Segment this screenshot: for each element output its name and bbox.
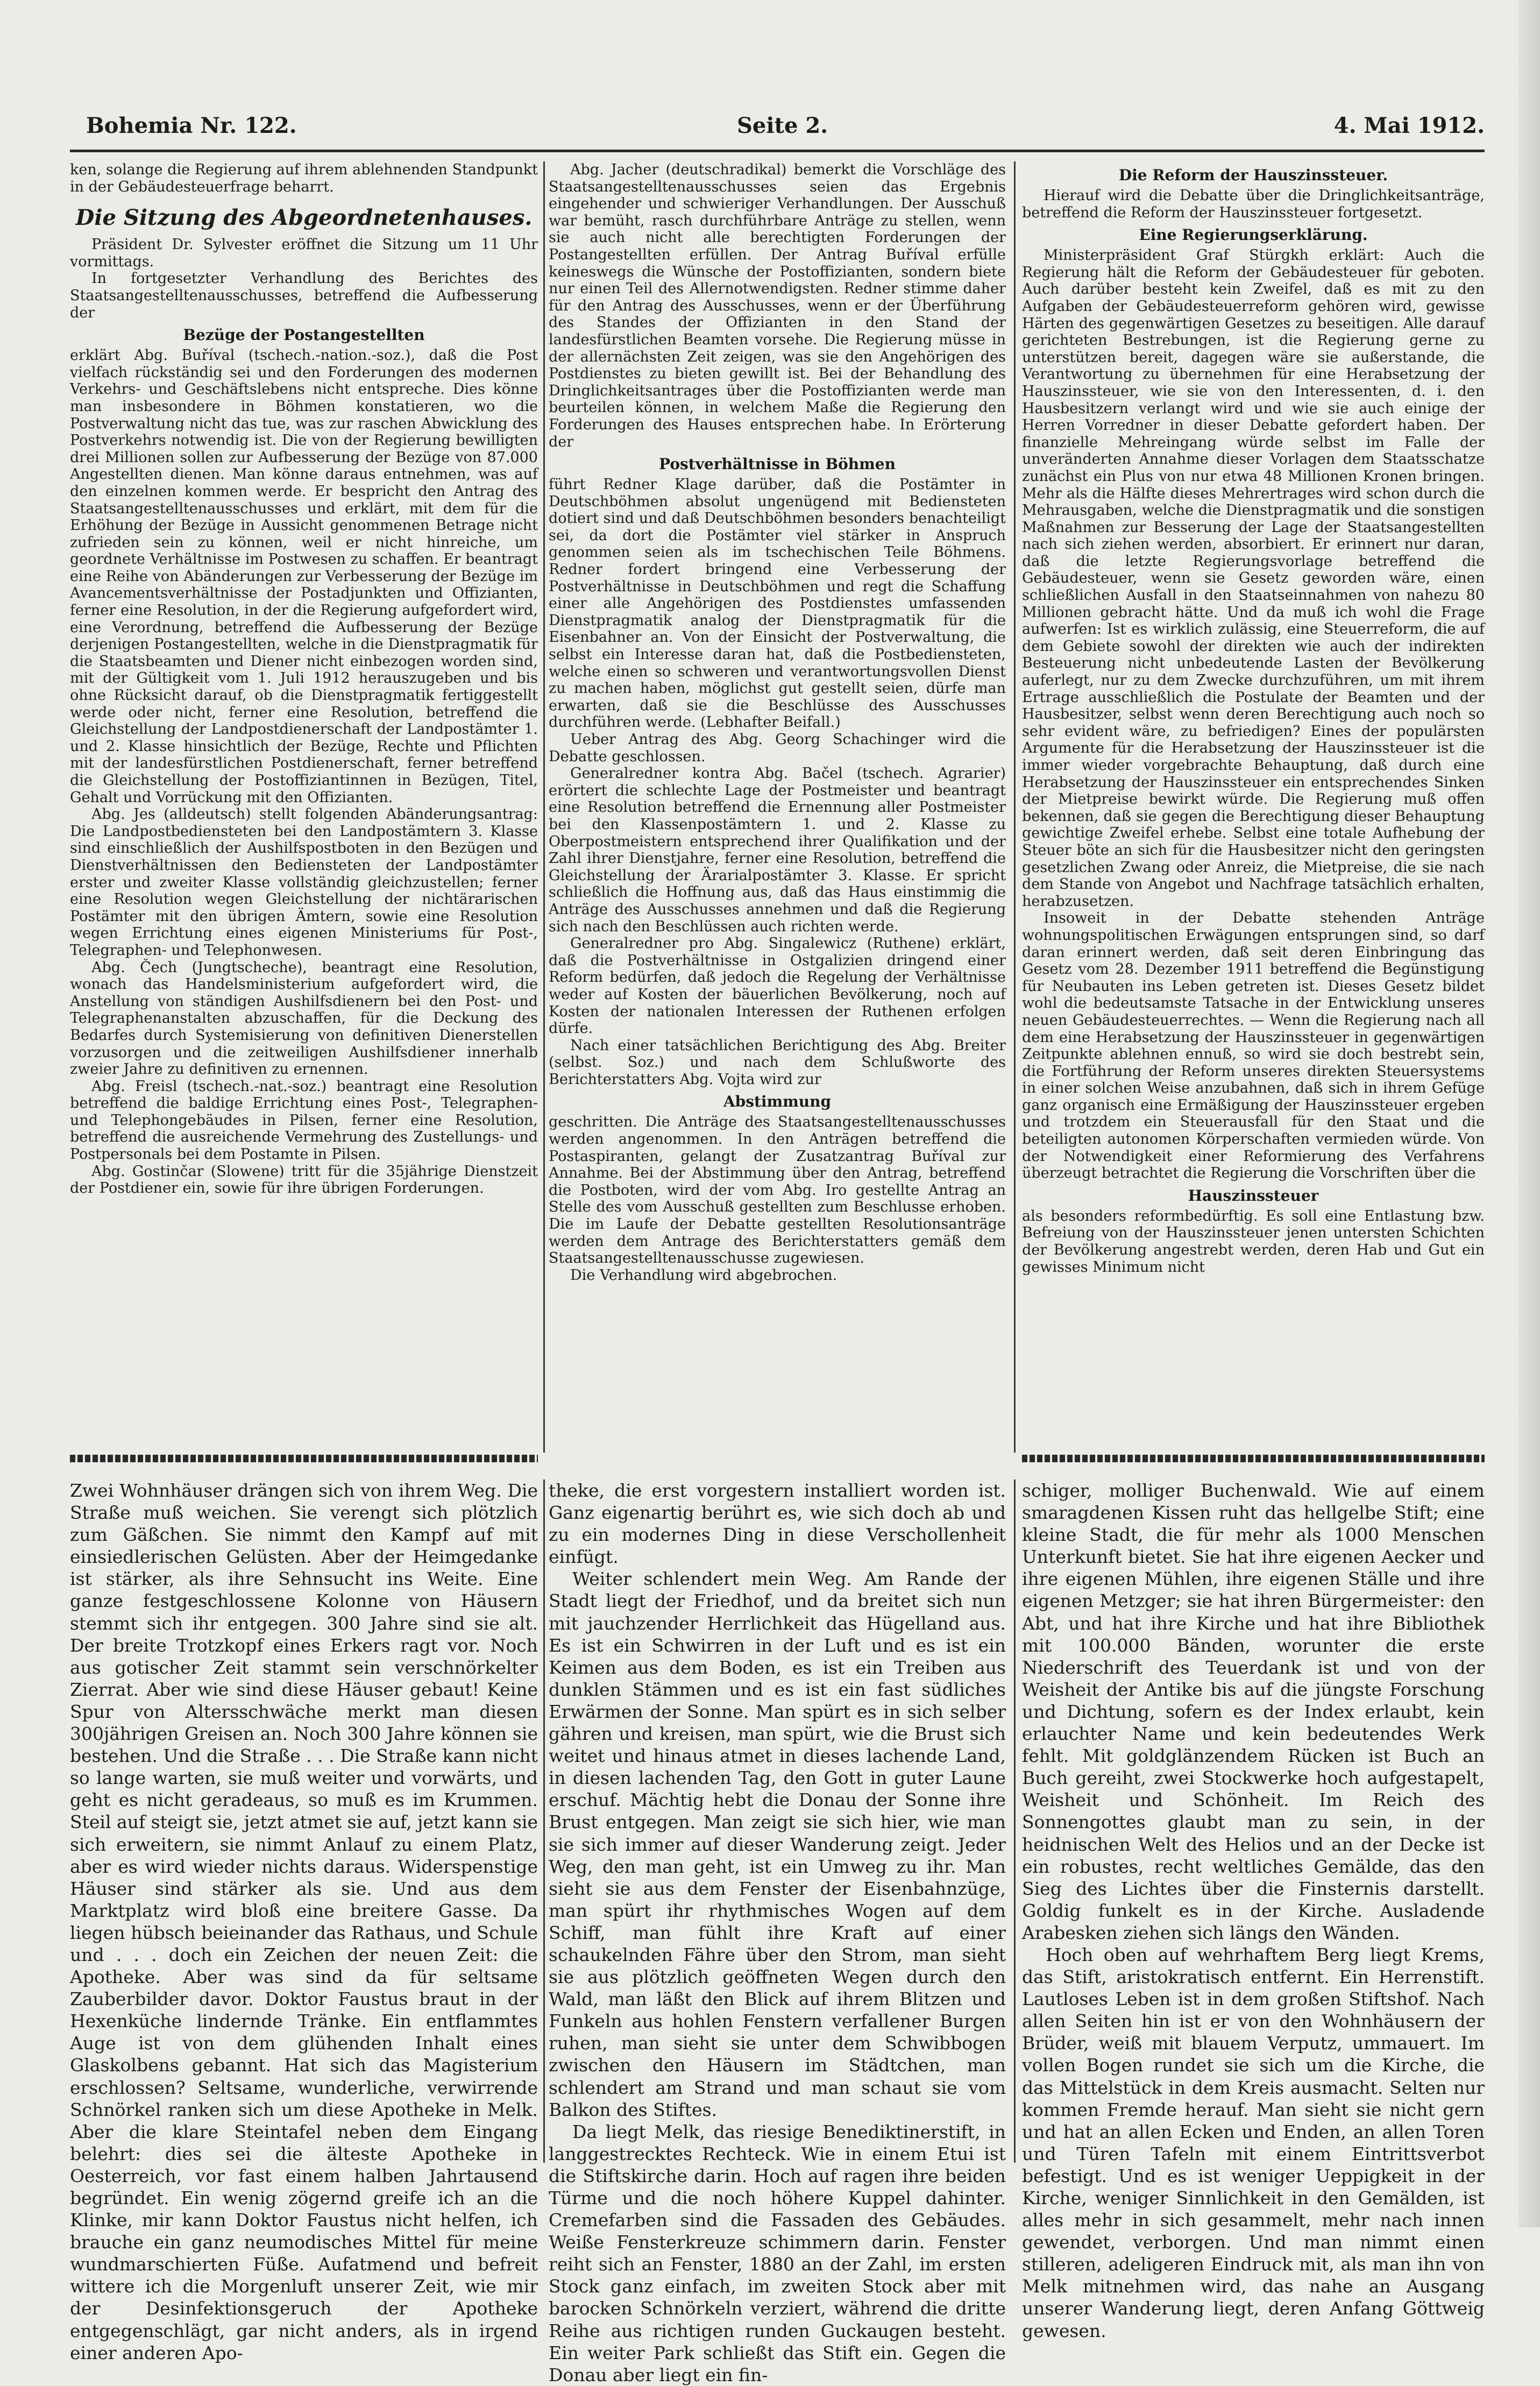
subheading-house-tax: Hauszinssteuer	[1188, 1186, 1319, 1205]
column-divider	[543, 1479, 545, 2163]
subheading-tax-reform: Die Reform der Hauszinssteuer.	[1118, 166, 1388, 184]
paragraph: erklärt Abg. Buříval (tschech.-nation.-soz.), daß die Post vielfach rückständig sei und den Forderungen des modernen Verkehrs- und Geschäftslebens nicht entspreche. Dies könne man insbesondere in Böhmen konstatieren, wo die Postverwaltung nicht das tue, was zur raschen Abwicklung des Postverkehrs notwendig ist. Die von der Regierung bewilligten drei Millionen sollen zur Aufbesserung der Bezüge von 87.000 Angestellten dienen. Man könne daraus entnehmen, was auf den einzelnen kommen werde. Er bespricht den Antrag des Staatsangestelltenausschusses und erklärt, mit dem für die Erhöhung der Bezüge in Aussicht genommenen Betrage nicht zufrieden sein zu können, weil er nicht hinreiche, um geordnete Verhältnisse im Postwesen zu schaffen. Er beantragt eine Reihe von Abänderungen zur Verbesserung der Bezüge im Avancementsverhältnisse der Postadjunkten und Offizianten, ferner eine Resolution, in der die Regierung aufgefordert wird, eine Verordnung, betreffend die Aufbesserung der Bezüge derjenigen Postangestellten, welche in die Dienstpragmatik für die Staatsbeamten und Diener nicht einbezogen worden sind, mit der Gültigkeit vom 1. Juli 1912 herauszugeben und bis ohne Rücksicht darauf, ob die Dienstpragmatik fertiggestellt werde oder nicht, ferner eine Resolution, betreffend die Gleichstellung der Landpostdienerschaft der Landpostämter 1. und 2. Klasse hinsichtlich der Bezüge, Rechte und Pflichten mit der landesfürstlichen Postdienerschaft, ferner betreffend die Gleichstellung der Postoffiziantinnen in Bezügen, Titel, Gehalt und Vorrückung mit den Offizianten.	[70, 347, 538, 806]
paragraph: Generalredner pro Abg. Singalewicz (Ruthene) erklärt, daß die Postverhältnisse in Ostgalizien dringend einer Reform bedürfen, daß jedoch die Regelung der Verhältnisse weder auf Kosten der bäuerlichen Bevölkerung, noch auf Kosten der nationalen Interessen der Ruthenen erfolgen dürfe.	[549, 935, 1006, 1037]
feuilleton-paragraph: Weiter schlendert mein Weg. Am Rande der Stadt liegt der Friedhof, und da breitet sich nun mit jauchzender Herrlichkeit das Hügelland aus. Es ist ein Schwirren in der Luft und es ist ein Keimen aus dem Boden, es ist ein Treiben aus dunklen Stämmen und es ist ein fast südliches Erwärmen der Sonne. Man spürt es in sich selber gähren und kreisen, man spürt, wie die Brust sich weitet und hinaus atmet in dieses lachende Land, in diesen lachenden Tag, den Gott in guter Laune erschuf. Mächtig hebt die Donau der Sonne ihre Brust entgegen. Man zeigt sie sich hier, wie man sie sich immer auf dieser Wanderung zeigt. Jeder Weg, den man geht, ist ein Umweg zu ihr. Man sieht sie aus dem Fenster der Eisenbahnzüge, man spürt ihr rhythmisches Wogen auf dem Schiff, man fühlt ihre Kraft auf einer schaukelnden Fähre über den Strom, man sieht sie aus plötzlich geöffneten Wegen durch den Wald, man läßt den Blick auf ihrem Blitzen und Funkeln aus hohlen Fenstern verfallener Burgen ruhen, man sieht sie unter dem Schwibbogen zwischen den Häusern im Städtchen, man schlendert am Strand und man schaut sie vom Balkon des Stiftes.	[549, 1568, 1006, 2120]
newspaper-page	[70, 102, 1485, 2385]
column-divider	[543, 161, 545, 1453]
column-3	[1022, 161, 1485, 1453]
paragraph: Generalredner kontra Abg. Bačel (tschech. Agrarier) erörtert die schlechte Lage der Postmeister und beantragt eine Resolution betreffend die Ernennung aller Postmeister bei den Klassenpostämtern 1. und 2. Klasse zu Oberpostmeistern entsprechend ihrer Qualifikation und der Zahl ihrer Dienstjahre, ferner eine Resolution, betreffend die Gleichstellung der Ärarialpostämter 3. Klasse. Er spricht schließlich die Hoffnung aus, daß das Haus einstimmig die Anträge des Ausschusses annehmen und daß die Regierung sich nach den Beschlüssen auch richten werde.	[549, 765, 1006, 935]
subheading-government-statement: Eine Regierungserklärung.	[1139, 226, 1368, 244]
masthead-date: 4. Mai 1912.	[1333, 113, 1485, 138]
paragraph: Hierauf wird die Debatte über die Dringlichkeitsanträge, betreffend die Reform der Hauszinssteuer fortgesetzt.	[1022, 187, 1485, 221]
feuilleton-paragraph: schiger, molliger Buchenwald. Wie auf einem smaragdenen Kissen ruht das hellgelbe Stift; eine kleine Stadt, die für mehr als 1000 Menschen Unterkunft bietet. Sie hat ihre eigenen Aecker und ihre eigenen Mühlen, ihre eigenen Ställe und ihre eigenen Metzger; sie hat ihren Bürgermeister: den Abt, und hat ihre Kirche und hat ihre Bibliothek mit 100.000 Bänden, worunter die erste Niederschrift des Teuerdank ist und von der Weisheit der Antike bis auf die jüngste Forschung und Dichtung, sofern es der Index erlaubt, kein erlauchter Name und kein bedeutendes Werk fehlt. Mit goldglänzendem Rücken ist Buch an Buch gereiht, zwei Stockwerke hoch aufgestapelt, Weisheit und Schönheit. Im Reich des Sonnengottes glaubt man zu sein, in der heidnischen Welt des Helios und an der Decke ist ein robustes, recht weltliches Gemälde, das den Sieg des Lichtes über die Finsternis darstellt. Goldig funkelt es in der Kirche. Ausladende Arabesken ziehen sich längs den Wänden.	[1022, 1480, 1485, 1943]
feuilleton-separator	[70, 1453, 1485, 1469]
paragraph: Abg. Jacher (deutschradikal) bemerkt die Vorschläge des Staatsangestelltenausschusses seien das Ergebnis eingehender und schwieriger Verhandlungen. Der Ausschuß war bemüht, rasch durchführbare Anträge zu stellen, wenn sie auch nicht alle berechtigten Forderungen der Postangestellten erfüllen. Der Antrag Buříval erfülle keineswegs die Wünsche der Postoffizianten, sondern biete nur einen Teil des Allernotwendigsten. Redner stimme daher für den Antrag des Ausschusses, wenn er der Überführung des Standes der Offizianten in den Stand der landesfürstlichen Beamten vorsehe. Die Regierung müsse in der allernächsten Zeit zeigen, was sie den Angehörigen des Postdienstes zu bieten gewillt ist. Bei der Behandlung des Dringlichkeitsantrages über die Postoffizianten werde man beurteilen können, in welchem Maße die Regierung den Forderungen des Hauses entsprechen habe. In Erörterung der	[549, 161, 1006, 450]
masthead-rule	[70, 150, 1485, 152]
column-1	[70, 161, 538, 1453]
page-edge-shadow	[1518, 0, 1540, 2227]
feuilleton-column-2	[549, 1479, 1006, 2385]
masthead	[70, 102, 1485, 145]
separator-rule-left	[70, 1455, 538, 1462]
paragraph: Die Verhandlung wird abgebrochen.	[570, 1266, 838, 1284]
masthead-page-number: Seite 2.	[737, 113, 828, 138]
paragraph: Abg. Freisl (tschech.-nat.-soz.) beantragt eine Resolution betreffend die baldige Errichtung eines Post-, Telegraphen- und Telephongebäudes in Pilsen, ferner eine Resolution, betreffend die ausreichende Vermehrung des Zustellungs- und Postpersonals bei dem Postamte in Pilsen.	[70, 1078, 538, 1163]
paragraph: Abg. Jes (alldeutsch) stellt folgenden Abänderungsantrag: Die Landpostbediensteten bei den Landpostämtern 3. Klasse sind einschließlich der Aushilfspostboten in den Bezügen und Dienstverhältnissen den Bediensteten der Landpostämter erster und zweiter Klasse vollständig gleichzustellen; ferner eine Resolution wegen Gleichstellung der nichtärarischen Postämter mit den übrigen Ämtern, sowie eine Resolution wegen Errichtung eines eigenen Ministeriums für Post-, Telegraphen- und Telephonwesen.	[70, 806, 538, 959]
paragraph: führt Redner Klage darüber, daß die Postämter in Deutschböhmen absolut ungenügend mit Bediensteten dotiert sind und daß Deutschböhmen besonders benachteiligt sei, da dort die Postämter viel stärker in Anspruch genommen seien als im tschechischen Teile Böhmens. Redner fordert bringend eine Verbesserung der Postverhältnisse in Deutschböhmen und regt die Schaffung einer alle Angehörigen des Postdienstes umfassenden Dienstpragmatik analog der Dienstpragmatik für die Eisenbahner an. Von der Einsicht der Postverwaltung, die selbst ein Interesse daran hat, daß die Postbediensteten, welche einen so schweren und verantwortungsvollen Dienst zu machen haben, möglichst gut gestellt seien, dürfe man erwarten, daß sie die Beschlüsse des Ausschusses durchführen werde. (Lebhafter Beifall.)	[549, 476, 1006, 731]
column-1-intro: ken, solange die Regierung auf ihrem ablehnenden Standpunkt in der Gebäudesteuerfrage beharrt.	[70, 161, 538, 195]
column-2	[549, 161, 1006, 1453]
paragraph: Insoweit in der Debatte stehenden Anträge wohnungspolitischen Erwägungen entsprungen sind, so darf daran erinnert werden, daß seit deren Einbringung das Gesetz vom 28. Dezember 1911 betreffend die Begünstigung für Neubauten ins Leben getreten ist. Dieses Gesetz bildet wohl die bedeutsamste Tatsache in der Entwicklung unseres neuen Gebäudesteuerrechtes. — Wenn die Regierung nach all dem eine Herabsetzung der Hauszinssteuer in gegenwärtigen Zeitpunkte ablehnen ennuß, so wird sie doch bestrebt sein, die Fortführung der Reform unseres direkten Steuersystems in einer solchen Weise anzubahnen, daß sich in ihrem Gefüge ganz organisch eine Ermäßigung der Hauszinssteuer ergeben und trotzdem ein Steuerausfall für den Staat und die beteiligten autonomen Körperschaften vermieden würde. Von der Notwendigkeit einer Reformierung des Verfahrens überzeugt betrachtet die Regierung die Vorschriften über die	[1022, 910, 1485, 1182]
paragraph: In fortgesetzter Verhandlung des Berichtes des Staatsangestelltenausschusses, betreffend die Aufbesserung der	[70, 270, 538, 321]
feuilleton-column-3	[1022, 1479, 1485, 2341]
paragraph: Abg. Gostinčar (Slowene) tritt für die 35jährige Dienstzeit der Postdiener ein, sowie für ihre übrigen Forderungen.	[70, 1163, 538, 1197]
column-divider	[1014, 161, 1016, 1453]
paragraph: geschritten. Die Anträge des Staatsangestelltenausschusses werden angenommen. In den Anträgen betreffend die Postaspiranten, gelangt der Zusatzantrag Buříval zur Annahme. Bei der Abstimmung über den Antrag, betreffend die Postboten, wird der vom Abg. Iro gestellte Antrag an Stelle des vom Ausschuß gestellten zum Beschlusse erhoben. Die im Laufe der Debatte gestellten Resolutionsanträge werden dem Antrage des Berichterstatters gemäß dem Staatsangestelltenausschusse zugewiesen.	[549, 1114, 1006, 1267]
subheading-postal-salaries: Bezüge der Postangestellten	[183, 326, 425, 344]
paragraph: Ueber Antrag des Abg. Georg Schachinger wird die Debatte geschlossen.	[549, 731, 1006, 765]
paragraph: Nach einer tatsächlichen Berichtigung des Abg. Breiter (selbst. Soz.) und nach dem Schlußworte des Berichterstatters Abg. Vojta wird zur	[549, 1037, 1006, 1088]
feuilleton-paragraph: theke, die erst vorgestern installiert worden ist. Ganz eigenartig berührt es, wie sich doch ab und zu ein modernes Ding in diese Verschollenheit einfügt.	[549, 1480, 1006, 1568]
feuilleton-paragraph: Da liegt Melk, das riesige Benediktinerstift, in langgestrecktes Rechteck. Wie in einem Etui ist die Stiftskirche darin. Hoch auf ragen ihre beiden Türme und die noch höhere Kuppel dahinter. Cremefarben sind die Fassaden des Gebäudes. Weiße Fensterkreuze schimmern darin. Fenster reiht sich an Fenster, 1880 an der Zahl, im ersten Stock ganz einfach, im zweiten Stock aber mit barocken Schnörkeln verziert, während die dritte Reihe aus richtigen runden Guckaugen besteht. Ein weiter Park schließt das Stift ein. Gegen die Donau aber liegt ein fin-	[549, 2121, 1006, 2385]
separator-rule-right	[1022, 1455, 1485, 1462]
subheading-vote: Abstimmung	[723, 1093, 832, 1111]
paragraph: Ministerpräsident Graf Stürgkh erklärt: Auch die Regierung hält die Reform der Gebäudesteuer für geboten. Auch darüber besteht kein Zweifel, daß es mit zu den Aufgaben der Gebäudesteuerreform gehören wird, gewisse Härten des gegenwärtigen Gesetzes zu beseitigen. Alle darauf gerichteten Bestrebungen, ist die Regierung gerne zu unterstützen bereit, dagegen wäre sie außerstande, die Verantwortung zu übernehmen für eine Herabsetzung der Hauszinssteuer, wie sie von den Interessenten, d. i. den Hausbesitzern verlangt wird und wie sie auch einige der Herren Vorredner in dieser Debatte gefordert haben. Der finanzielle Mehreingang würde selbst im Falle der unveränderten Annahme dieser Vorlagen dem Staatsschatze zunächst ein Plus von nur etwa 48 Millionen Kronen bringen. Mehr als die Hälfte dieses Mehrertrages wird schon durch die Mehrausgaben, welche die Dienstpragmatik und die sonstigen Maßnahmen zur Besserung der Lage der Staatsangestellten nach sich ziehen werden, absorbiert. Er erinnert nur daran, daß die letzte Regierungsvorlage betreffend die Gebäudesteuer, wenn sie Gesetz geworden wäre, einen schließlichen Ausfall in den Staatseinnahmen von nahezu 80 Millionen gebracht hätte. Und da muß ich wohl die Frage aufwerfen: Ist es wirklich zulässig, eine Steuerreform, die auf dem Gebiete sowohl der direkten wie auch der indirekten Besteuerung nicht unbedeutende Lasten der Bevölkerung auferlegt, nur zu dem Zwecke durchzuführen, um mit ihrem Ertrage ausschließlich die Postulate der Beamten und der Hausbesitzer, selbst wenn deren Berechtigung auch noch so sehr evident wäre, zu befriedigen? Eines der populärsten Argumente für die Herabsetzung der Hauszinssteuer ist die immer wieder vorgebrachte Behauptung, daß durch eine Herabsetzung der Hauszinssteuer ein entsprechendes Sinken der Mietpreise bewirkt würde. Die Regierung muß offen bekennen, daß sie gegen die Berechtigung dieser Behauptung gewichtige Zweifel erhebe. Selbst eine totale Aufhebung der Steuer böte an sich für die Hausbesitzer nicht den geringsten gesetzlichen Zwang oder Anreiz, die Mietpreise, die sie nach dem Stande von Angebot und Nachfrage tatsächlich erhalten, herabzusetzen.	[1022, 247, 1485, 910]
paragraph: als besonders reformbedürftig. Es soll eine Entlastung bzw. Befreiung von der Hauszinssteuer jenen untersten Schichten der Bevölkerung angestrebt werden, deren Hab und Gut ein gewisses Minimum nicht	[1022, 1207, 1485, 1276]
feuilleton-paragraph: Zwei Wohnhäuser drängen sich von ihrem Weg. Die Straße muß weichen. Sie verengt sich plötzlich zum Gäßchen. Sie nimmt den Kampf auf mit einsiedlerischen Gelüsten. Aber der Heimgedanke ist stärker, als ihre Sehnsucht ins Weite. Eine ganze festgeschlossene Kolonne von Häusern stemmt sich ihr entgegen. 300 Jahre sind sie alt. Der breite Trotzkopf eines Erkers ragt vor. Noch aus gotischer Zeit stammt sein verschnörkelter Zierrat. Aber wie sind diese Häuser gebaut! Keine Spur von Altersschwäche merkt man diesen 300jährigen Greisen an. Noch 300 Jahre können sie bestehen. Und die Straße . . . Die Straße kann nicht so lange warten, sie muß weiter und vorwärts, und geht es nicht geradeaus, so muß es im Krummen. Steil auf steigt sie, jetzt atmet sie auf, jetzt kann sie sich erweitern, sie nimmt Anlauf zu einem Platz, aber es wird wieder nichts daraus. Widerspenstige Häuser sind stärker als sie. Und aus dem Marktplatz wird bloß eine breitere Gasse. Da liegen hübsch beieinander das Rathaus, und Schule und . . . doch ein Zeichen der neuen Zeit: die Apotheke. Aber was sind da für seltsame Zauberbilder davor. Doktor Faustus braut in der Hexenküche lindernde Tränke. Ein entflammtes Auge ist von dem glühenden Inhalt eines Glaskolbens gebannt. Hat sich das Magisterium erschlossen? Seltsame, wunderliche, verwirrende Schnörkel ranken sich um diese Apotheke in Melk. Aber die klare Steintafel neben dem Eingang belehrt: dies sei die älteste Apotheke in Oesterreich, vor fast einem halben Jahrtausend begründet. Ein wenig zögernd greife ich an die Klinke, mir kann Doktor Faustus nicht helfen, ich brauche ein ganz neumodisches Mittel für meine wundmarschierten Füße. Aufatmend und befreit wittere ich die Morgenluft unserer Zeit, wie mir der Desinfektionsgeruch der Apotheke entgegenschlägt, gar nicht anders, als in irgend einer anderen Apo-	[70, 1480, 538, 2363]
subheading-postal-conditions-bohemia: Postverhältnisse in Böhmen	[659, 455, 896, 473]
article-title-parliament-session: Die Sitzung des Abgeordnetenhauses.	[75, 205, 533, 231]
paragraph: Präsident Dr. Sylvester eröffnet die Sitzung um 11 Uhr vormittags.	[70, 236, 538, 270]
column-divider	[1014, 1479, 1016, 2163]
feuilleton-paragraph: Hoch oben auf wehrhaftem Berg liegt Krems, das Stift, aristokratisch entfernt. Ein Herrenstift. Lautloses Leben ist in dem großen Stiftshof. Nach allen Seiten hin ist er von den Wohnhäusern der Brüder, weiß mit blauem Verputz, ummauert. Im vollen Bogen rundet sie sich um die Kirche, die das Mittelstück in dem Kreis ausmacht. Selten nur kommen Fremde herauf. Man sieht sie nicht gern und hat an allen Ecken und Enden, an allen Toren und Türen Tafeln mit einem Eintrittsverbot befestigt. Und es ist weniger Ueppigkeit in der Kirche, weniger Sinnlichkeit in den Gemälden, ist alles mehr in sich gesammelt, mehr nach innen gewendet, verborgen. Und man nimmt einen stilleren, adeligeren Eindruck mit, als man ihn von Melk mitnehmen wird, das nahe an Ausgang unserer Wanderung liegt, deren Anfang Göttweig gewesen.	[1022, 1944, 1485, 2341]
feuilleton-column-1	[70, 1479, 538, 2363]
paragraph: Abg. Čech (Jungtscheche), beantragt eine Resolution, wonach das Handelsministerium aufgefordert wird, die Anstellung von ständigen Aushilfsdienern bei den Post- und Telegraphenanstalten abzuschaffen, für die Deckung des Bedarfes durch Systemisierung von definitiven Dienerstellen vorzusorgen und die zeitweiligen Aushilfsdiener innerhalb zweier Jahre zu definitiven zu ernennen.	[70, 959, 538, 1078]
masthead-newspaper-issue: Bohemia Nr. 122.	[86, 113, 297, 138]
